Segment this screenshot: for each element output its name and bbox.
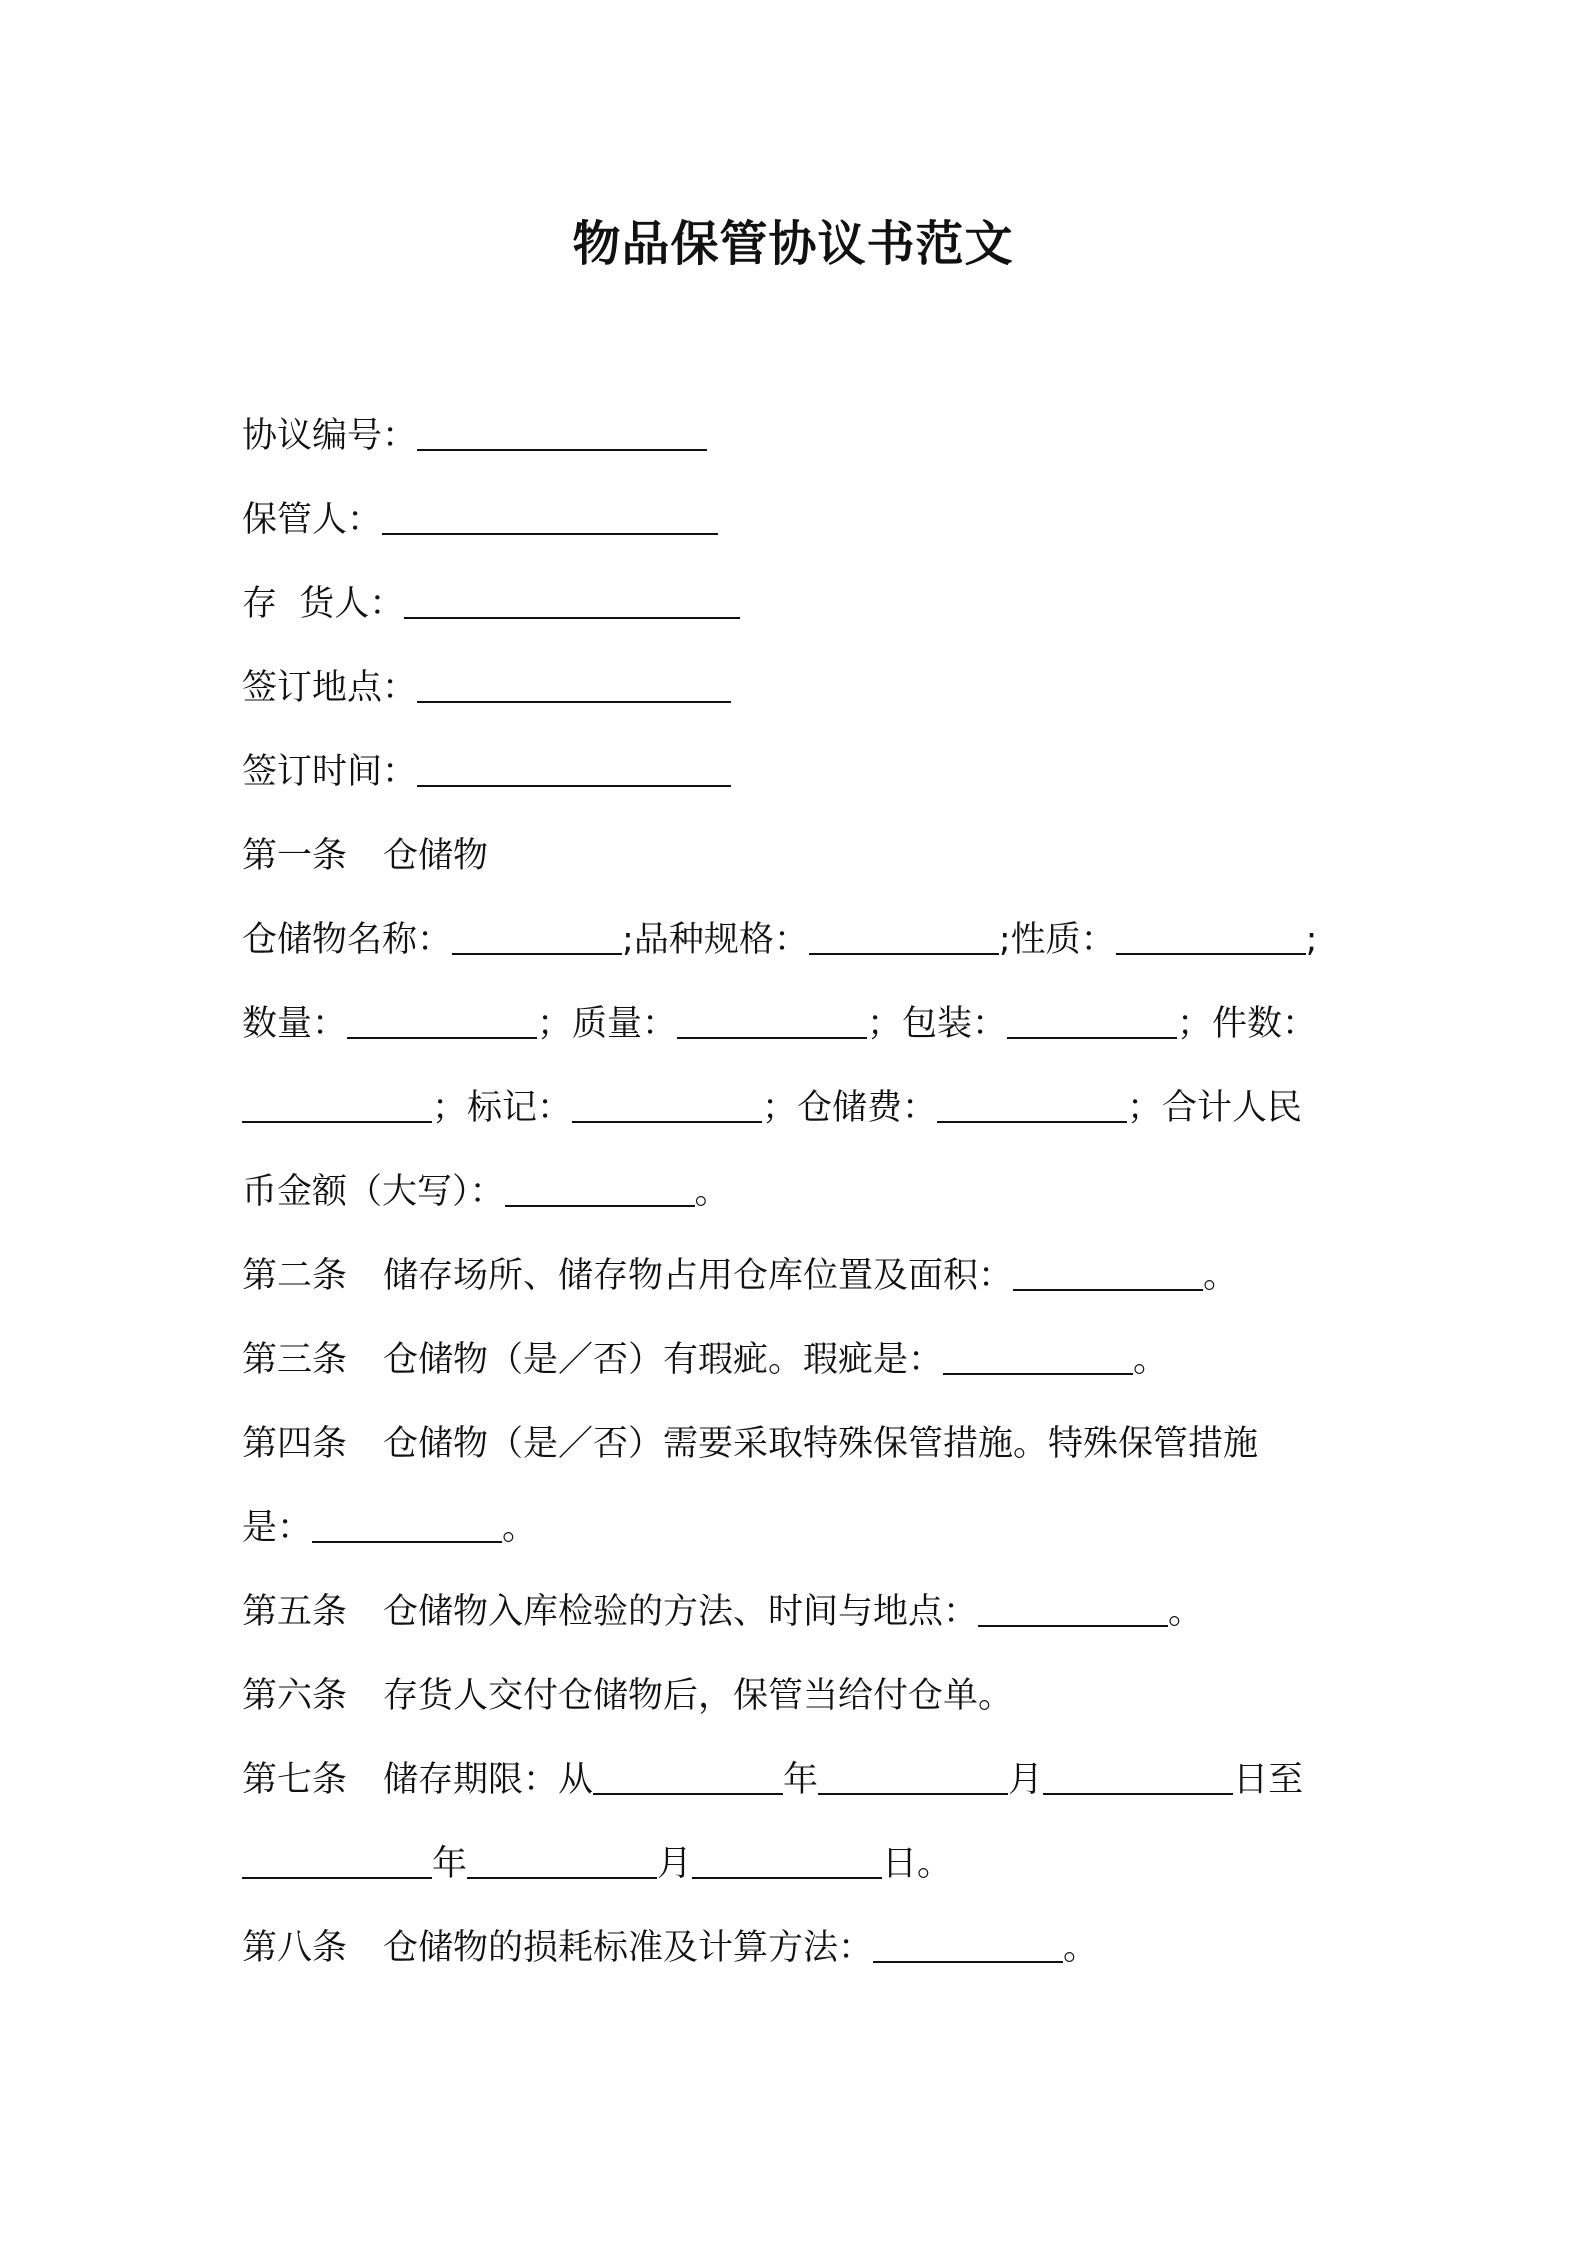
sign-time-line — [242, 748, 1352, 796]
sign-place-label: 签订地点： — [242, 668, 418, 708]
year-label: 年 — [783, 1760, 819, 1800]
fee-label: ；仓储费： — [762, 1088, 938, 1128]
end-year-blank[interactable] — [242, 1843, 432, 1879]
article-3-number: 第三条 — [242, 1340, 348, 1380]
article-5 — [242, 1588, 1352, 1636]
period: 。 — [1133, 1340, 1169, 1380]
period: 。 — [1203, 1256, 1239, 1296]
total-prefix: ；合计人民 — [1127, 1088, 1303, 1128]
article-7-number: 第七条 — [242, 1760, 348, 1800]
article-7-line-1 — [242, 1756, 1352, 1804]
separator: ; — [1305, 920, 1318, 960]
day-end-label: 日。 — [882, 1844, 953, 1884]
custodian-label: 保管人： — [242, 500, 383, 540]
article-2-blank[interactable] — [1013, 1255, 1203, 1291]
quality-blank[interactable] — [677, 1003, 867, 1039]
spec-blank[interactable] — [809, 919, 999, 955]
packing-blank[interactable] — [1007, 1003, 1177, 1039]
article-1-heading — [242, 832, 1352, 880]
sign-place-line — [242, 664, 1352, 712]
start-month-blank[interactable] — [818, 1759, 1008, 1795]
start-day-blank[interactable] — [1043, 1759, 1233, 1795]
total-blank[interactable] — [505, 1171, 695, 1207]
article-1-line-2 — [242, 1000, 1352, 1048]
storage-name-label: 仓储物名称： — [242, 920, 453, 960]
article-1-line-4 — [242, 1168, 1352, 1216]
article-3 — [242, 1336, 1352, 1384]
article-4-cont: 是： — [242, 1508, 313, 1548]
total-label: 币金额（大写）： — [242, 1172, 505, 1212]
article-8-number: 第八条 — [242, 1928, 348, 1968]
article-1-line-3 — [242, 1084, 1352, 1132]
article-2-number: 第二条 — [242, 1256, 348, 1296]
agreement-no-blank[interactable] — [417, 415, 707, 451]
storage-name-blank[interactable] — [452, 919, 622, 955]
depositor-blank[interactable] — [404, 583, 740, 619]
custodian-blank[interactable] — [382, 499, 718, 535]
separator: ; — [622, 920, 634, 960]
month-label: 月 — [657, 1844, 693, 1884]
month-label: 月 — [1008, 1760, 1044, 1800]
article-3-text: 仓储物（是／否）有瑕疵。瑕疵是： — [383, 1340, 944, 1380]
separator: ; — [998, 920, 1011, 960]
article-4-line-2 — [242, 1504, 1352, 1552]
quantity-label: 数量： — [242, 1004, 348, 1044]
mark-label: ；标记： — [432, 1088, 573, 1128]
period: 。 — [1063, 1928, 1099, 1968]
depositor-label: 存 货人： — [242, 584, 405, 624]
document-title: 物品保管协议书范文 — [572, 216, 1014, 272]
spec-label: 品种规格： — [633, 920, 809, 960]
period: 。 — [502, 1508, 538, 1548]
agreement-no-label: 协议编号： — [242, 416, 418, 456]
end-month-blank[interactable] — [467, 1843, 657, 1879]
custodian-line — [242, 496, 1352, 544]
article-1-line-1 — [242, 916, 1352, 964]
pieces-blank[interactable] — [242, 1087, 432, 1123]
article-4-blank[interactable] — [312, 1507, 502, 1543]
article-3-blank[interactable] — [943, 1339, 1133, 1375]
year-label: 年 — [432, 1844, 468, 1884]
sign-time-blank[interactable] — [417, 751, 731, 787]
fee-blank[interactable] — [937, 1087, 1127, 1123]
article-5-blank[interactable] — [978, 1591, 1168, 1627]
depositor-line — [242, 580, 1352, 628]
article-5-text: 仓储物入库检验的方法、时间与地点： — [383, 1592, 979, 1632]
article-2-text: 储存场所、储存物占用仓库位置及面积： — [383, 1256, 1014, 1296]
article-4-line-1 — [242, 1420, 1352, 1468]
article-6-text: 存货人交付仓储物后，保管当给付仓单。 — [383, 1676, 1014, 1716]
nature-blank[interactable] — [1116, 919, 1306, 955]
article-7-text: 储存期限：从 — [383, 1760, 594, 1800]
article-8 — [242, 1924, 1352, 1972]
sign-time-label: 签订时间： — [242, 752, 418, 792]
article-8-text: 仓储物的损耗标准及计算方法： — [383, 1928, 874, 1968]
period: 。 — [694, 1172, 730, 1212]
pieces-label: ；件数： — [1177, 1004, 1318, 1044]
quality-label: ；质量： — [537, 1004, 678, 1044]
article-4-number: 第四条 — [242, 1424, 348, 1464]
mark-blank[interactable] — [572, 1087, 762, 1123]
article-4-text: 仓储物（是／否）需要采取特殊保管措施。特殊保管措施 — [383, 1424, 1259, 1464]
quantity-blank[interactable] — [347, 1003, 537, 1039]
article-6 — [242, 1672, 1352, 1720]
article-5-number: 第五条 — [242, 1592, 348, 1632]
article-2 — [242, 1252, 1352, 1300]
packing-label: ；包装： — [867, 1004, 1008, 1044]
sign-place-blank[interactable] — [417, 667, 731, 703]
end-day-blank[interactable] — [692, 1843, 882, 1879]
start-year-blank[interactable] — [593, 1759, 783, 1795]
article-1-number: 第一条 — [242, 836, 348, 876]
article-6-number: 第六条 — [242, 1676, 348, 1716]
day-to-label: 日至 — [1233, 1760, 1304, 1800]
nature-label: 性质： — [1010, 920, 1116, 960]
agreement-no-line — [242, 412, 1352, 460]
article-1-title: 仓储物 — [383, 836, 489, 876]
period: 。 — [1168, 1592, 1204, 1632]
article-7-line-2 — [242, 1840, 1352, 1888]
article-8-blank[interactable] — [873, 1927, 1063, 1963]
